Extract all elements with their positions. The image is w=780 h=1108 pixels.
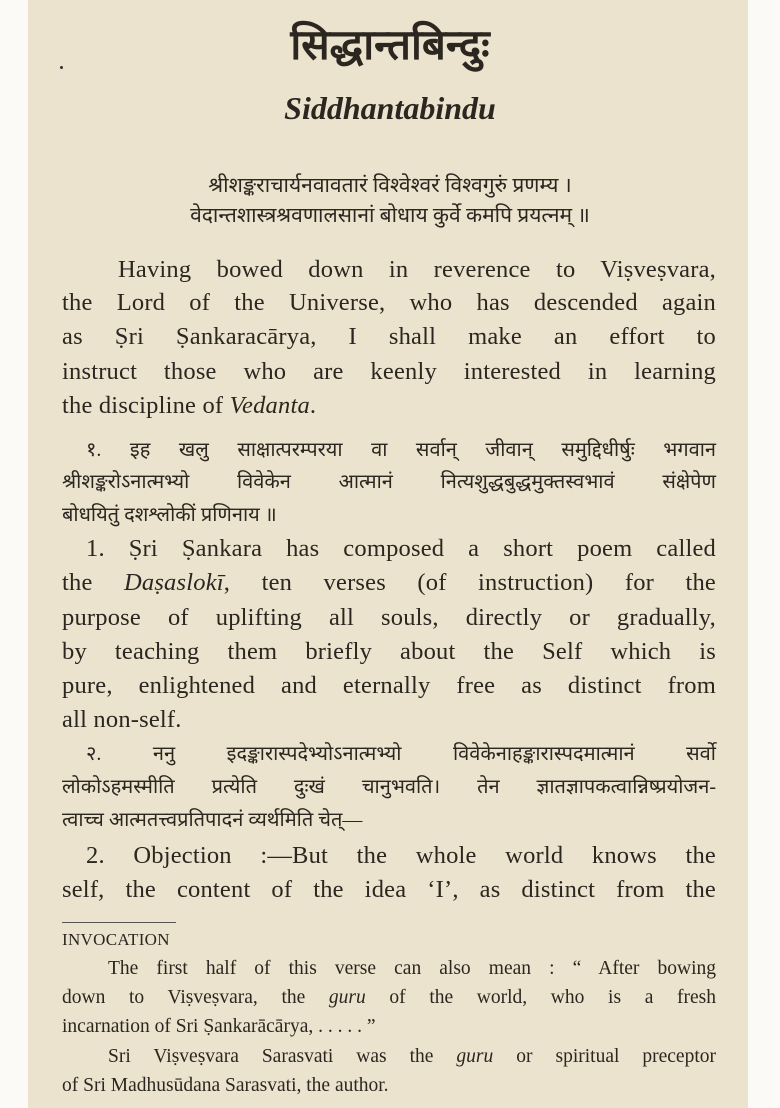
intro-line bbox=[62, 389, 716, 423]
intro-line: the Lord of the Universe, who has descended again bbox=[62, 289, 716, 316]
italic-term: Daṣaslokī bbox=[123, 569, 224, 596]
footnote-line: of Sri Madhusūdana Sarasvati, the author. bbox=[62, 1075, 389, 1096]
text: . bbox=[309, 392, 317, 419]
para1-line: pure, enlightened and eternally free as distinct from bbox=[62, 672, 716, 699]
sanskrit-commentary-line: श्रीशङ्करोऽनात्मभ्यो विवेकेन आत्मानं नित्यशुद्धबुद्धमुक्तस्वभावं संक्षेपेण bbox=[62, 471, 716, 493]
para1-line: 1. Ṣri Ṣankara has composed a short poem called bbox=[86, 535, 716, 562]
footnote-line bbox=[62, 1042, 716, 1071]
text: the bbox=[62, 569, 124, 596]
footnote-line bbox=[62, 983, 716, 1012]
intro-line: as Ṣri Ṣankaracārya, I shall make an effort to bbox=[62, 323, 716, 350]
sanskrit-commentary-line: बोधयितुं दशश्लोकीं प्रणिनाय ॥ bbox=[62, 504, 277, 526]
para2-line: 2. Objection :—But the whole world knows the bbox=[86, 842, 716, 869]
text: down to Viṣveṣvara, the bbox=[62, 987, 329, 1008]
intro-line: Having bowed down in reverence to Viṣveṣvara, bbox=[118, 256, 716, 283]
text: of the world, who is a fresh bbox=[365, 987, 716, 1008]
footnote-line: incarnation of Sri Ṣankarācārya, . . . . . ” bbox=[62, 1016, 376, 1037]
footnote-heading: INVOCATION bbox=[62, 930, 170, 949]
invocation-verse-line: श्रीशङ्कराचार्यनवावतारं विश्वेश्वरं विश्वगुरुं प्रणम्य । bbox=[208, 173, 572, 197]
footnote-line: The first half of this verse can also mean : “ After bowing bbox=[108, 958, 716, 979]
para2-line: self, the content of the idea ‘I’, as distinct from the bbox=[62, 876, 716, 903]
title-devanagari: सिद्धान्तबिन्दुः bbox=[290, 23, 490, 69]
text: , ten verses (of instruction) for the bbox=[223, 569, 716, 596]
text: or spiritual preceptor bbox=[493, 1046, 716, 1067]
para1-line: purpose of uplifting all souls, directly or gradually, bbox=[62, 604, 716, 631]
para1-line bbox=[62, 566, 716, 600]
text: Sri Viṣveṣvara Sarasvati was the bbox=[108, 1046, 457, 1067]
italic-term: guru bbox=[456, 1046, 494, 1067]
footnote-divider bbox=[62, 922, 176, 923]
sanskrit-objection-line: लोकोऽहमस्मीति प्रत्येति दुःखं चानुभवति। तेन ज्ञातज्ञापकत्वान्निष्प्रयोजन- bbox=[62, 776, 716, 798]
intro-line: instruct those who are keenly interested in learning bbox=[62, 358, 716, 385]
title-latin: Siddhantabindu bbox=[284, 90, 496, 126]
sanskrit-objection-line: त्वाच्च आत्मतत्त्वप्रतिपादनं व्यर्थमिति चेत्— bbox=[62, 809, 363, 831]
invocation-verse-line: वेदान्तशास्त्रश्रवणालसानां बोधाय कुर्वे कमपि प्रयत्नम् ॥ bbox=[190, 203, 590, 227]
para1-line: all non-self. bbox=[62, 706, 182, 733]
italic-term: guru bbox=[328, 987, 366, 1008]
italic-term: Vedanta bbox=[229, 392, 310, 419]
sanskrit-objection-line: २. ननु इदङ्कारास्पदेभ्योऽनात्मभ्यो विवेकेनाहङ्कारास्पदमात्मानं सर्वो bbox=[86, 743, 716, 765]
text: the discipline of bbox=[62, 392, 230, 419]
para1-line: by teaching them briefly about the Self which is bbox=[62, 638, 716, 665]
sanskrit-commentary-line: १. इह खलु साक्षात्परम्परया वा सर्वान् जीवान् समुद्दिधीर्षुः भगवान bbox=[86, 439, 716, 461]
